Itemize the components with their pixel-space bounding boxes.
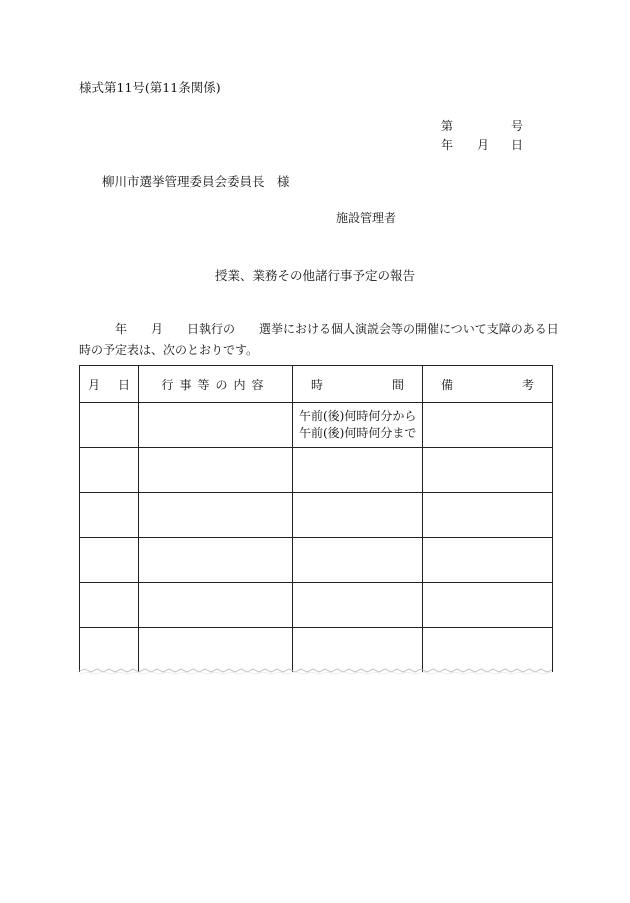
body-year: 年 (115, 322, 128, 336)
cell-time[interactable] (293, 448, 423, 493)
torn-edge (79, 667, 552, 675)
cell-time[interactable] (293, 583, 423, 628)
time-from-template: 午前(後)何時何分から (299, 409, 417, 423)
date-year: 年 (441, 138, 454, 152)
table-row (80, 628, 553, 673)
table-row (80, 448, 553, 493)
cell-content[interactable] (139, 403, 293, 448)
header-time-a: 時 (311, 377, 324, 392)
table-header-row (80, 366, 553, 403)
cell-content[interactable] (139, 583, 293, 628)
table-row (80, 583, 553, 628)
table-row (80, 403, 553, 448)
header-content (139, 366, 293, 403)
header-time-b: 間 (391, 377, 404, 392)
header-date-day: 日 (117, 377, 130, 392)
table-row (80, 493, 553, 538)
header-date-month: 月 (88, 377, 101, 392)
header-remarks (423, 366, 553, 403)
header-remarks-b: 考 (521, 377, 534, 392)
body-day-exec: 日執行の (187, 322, 236, 336)
body-line-1 (115, 323, 559, 335)
cell-time[interactable] (293, 628, 423, 673)
cell-remarks[interactable] (423, 583, 553, 628)
body-line-1-rest: 選挙における個人演説会等の開催について支障のある日 (259, 322, 559, 336)
cell-date[interactable] (80, 538, 139, 583)
cell-time[interactable] (293, 493, 423, 538)
cell-content[interactable] (139, 538, 293, 583)
cell-date[interactable] (80, 583, 139, 628)
sender: 施設管理者 (336, 211, 397, 225)
cell-content[interactable] (139, 628, 293, 673)
cell-remarks[interactable] (423, 403, 553, 448)
header-date (80, 366, 139, 403)
cell-date[interactable] (80, 628, 139, 673)
date-day: 日 (511, 138, 524, 152)
body-month: 月 (151, 322, 164, 336)
body-line-2: 時の予定表は、次のとおりです。 (79, 343, 259, 357)
table-row (80, 538, 553, 583)
cell-date[interactable] (80, 493, 139, 538)
header-remarks-a: 備 (441, 377, 454, 392)
cell-date[interactable] (80, 403, 139, 448)
addressee: 柳川市選挙管理委員会委員長 様 (102, 174, 290, 189)
date-month: 月 (477, 138, 490, 152)
cell-remarks[interactable] (423, 448, 553, 493)
header-content-label: 行事等の内容 (161, 377, 270, 392)
cell-remarks[interactable] (423, 628, 553, 673)
document-title: 授業、業務その他諸行事予定の報告 (214, 268, 415, 283)
cell-time[interactable] (293, 403, 423, 448)
cell-content[interactable] (139, 493, 293, 538)
cell-content[interactable] (139, 448, 293, 493)
header-time (293, 366, 423, 403)
document-number-suffix: 号 (511, 119, 524, 133)
schedule-table (79, 365, 553, 672)
document-number-prefix: 第 (441, 119, 454, 133)
form-id: 様式第11号(第11条関係) (79, 80, 221, 95)
cell-remarks[interactable] (423, 493, 553, 538)
time-to-template: 午前(後)何時何分まで (299, 426, 417, 440)
cell-date[interactable] (80, 448, 139, 493)
cell-remarks[interactable] (423, 538, 553, 583)
cell-time[interactable] (293, 538, 423, 583)
